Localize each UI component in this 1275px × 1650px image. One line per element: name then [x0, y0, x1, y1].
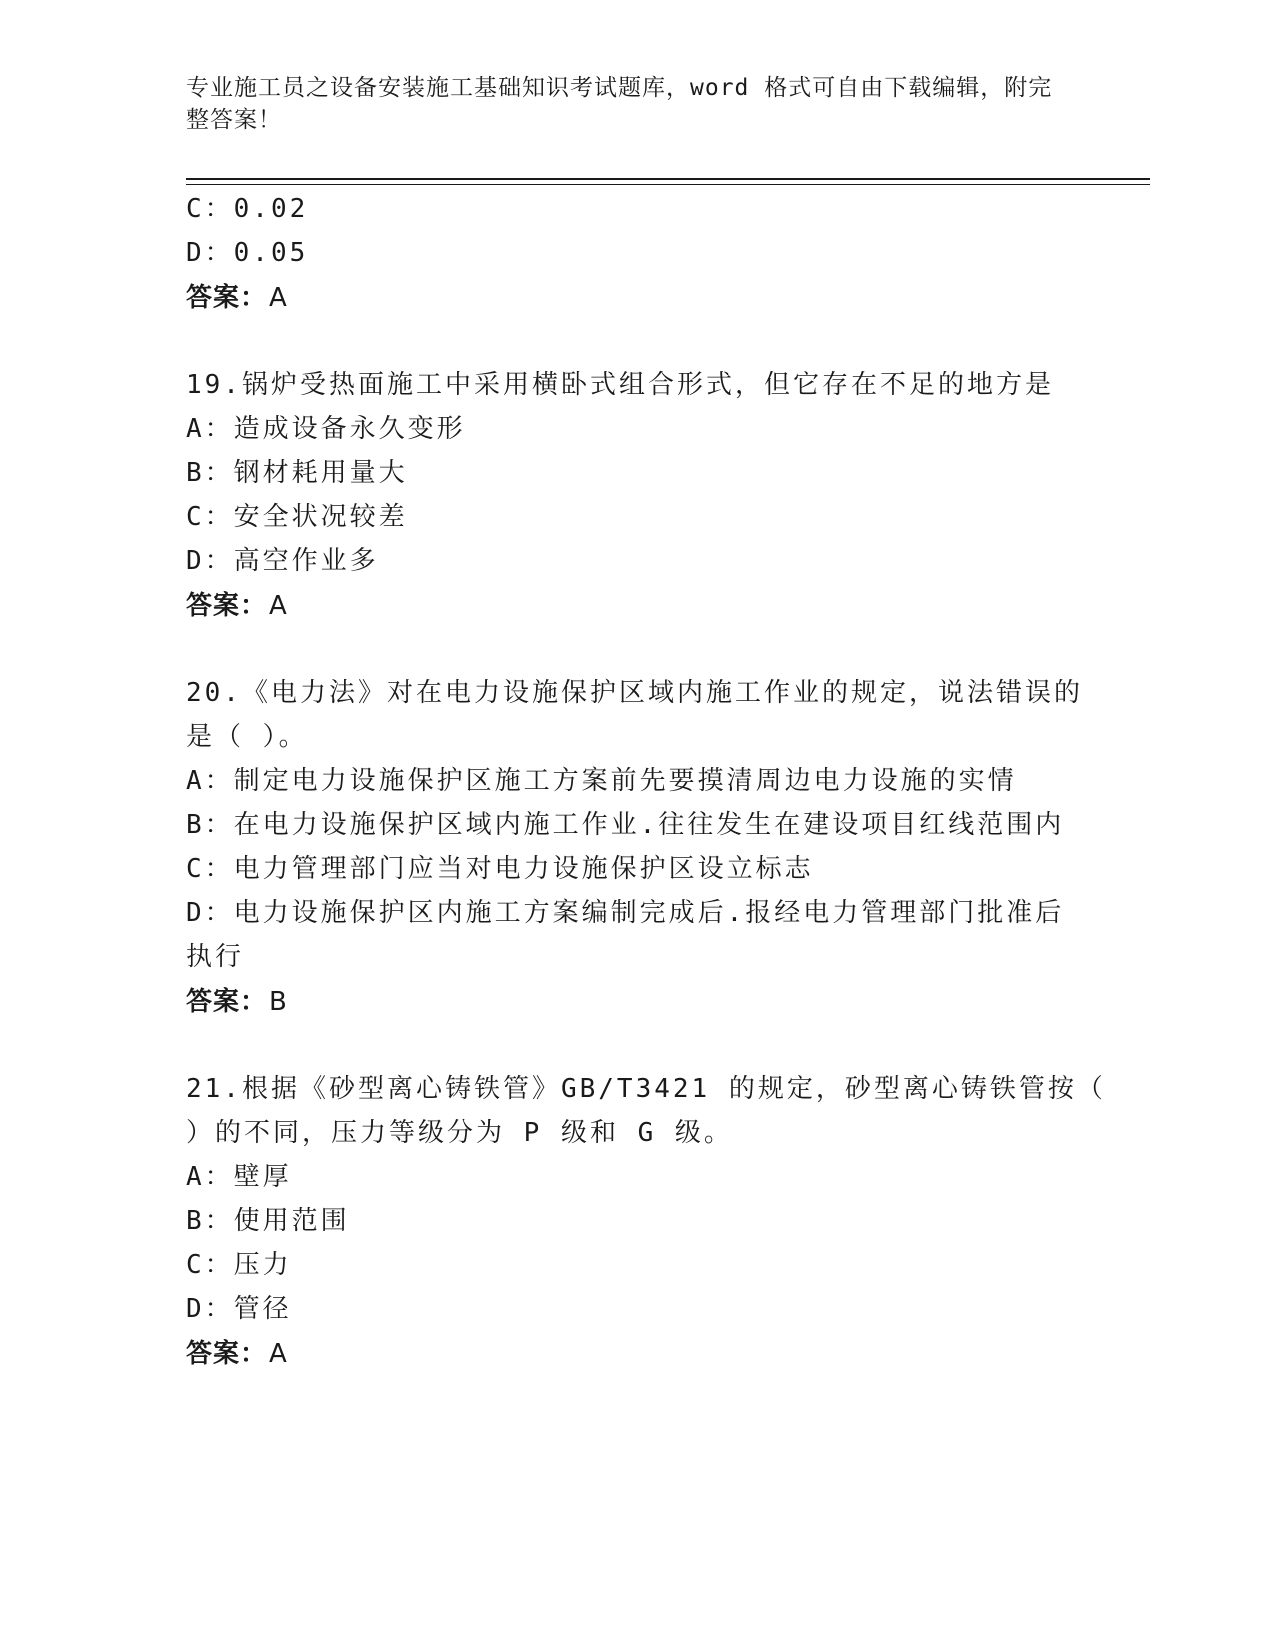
answer-label: 答案： [186, 1339, 268, 1369]
q20-option-a: A：制定电力设施保护区施工方案前先要摸清周边电力设施的实情 [186, 766, 1017, 796]
q18-option-d: D：0.05 [186, 238, 309, 268]
q21-stem-line-1: 21.根据《砂型离心铸铁管》GB/T3421 的规定，砂型离心铸铁管按（ [186, 1074, 1106, 1104]
answer-value: A [269, 1339, 289, 1369]
q20-option-d-continued: 执行 [186, 942, 245, 972]
document-header [186, 72, 1086, 136]
q21-option-a: A：壁厚 [186, 1162, 292, 1192]
q20-option-b: B：在电力设施保护区域内施工作业.往往发生在建设项目红线范围内 [186, 810, 1065, 840]
answer-label: 答案： [186, 591, 268, 621]
q19-option-b: B：钢材耗用量大 [186, 458, 408, 488]
q18-answer [186, 281, 289, 315]
q21-stem-line-2: ）的不同，压力等级分为 P 级和 G 级。 [186, 1118, 733, 1148]
q19-option-a: A：造成设备永久变形 [186, 414, 466, 444]
q19-answer [186, 589, 289, 623]
q18-option-c: C：0.02 [186, 194, 309, 224]
answer-value: A [269, 283, 289, 313]
answer-value: B [269, 987, 289, 1017]
q21-option-d: D：管径 [186, 1294, 292, 1324]
header-line-2: 整答案！ [186, 107, 282, 133]
q20-option-c: C：电力管理部门应当对电力设施保护区设立标志 [186, 854, 814, 884]
header-line-1: 专业施工员之设备安装施工基础知识考试题库，word 格式可自由下载编辑，附完 [186, 75, 1053, 101]
q20-answer [186, 985, 289, 1019]
q20-stem-line-1: 20.《电力法》对在电力设施保护区域内施工作业的规定，说法错误的 [186, 678, 1083, 708]
q20-option-d: D：电力设施保护区内施工方案编制完成后.报经电力管理部门批准后 [186, 898, 1065, 928]
answer-value: A [269, 591, 289, 621]
answer-label: 答案： [186, 987, 268, 1017]
header-divider-thin [186, 184, 1150, 185]
q21-answer [186, 1337, 289, 1371]
header-divider-thick [186, 178, 1150, 180]
q19-option-d: D：高空作业多 [186, 546, 379, 576]
q19-option-c: C：安全状况较差 [186, 502, 408, 532]
q20-stem-line-2: 是（ ）。 [186, 722, 308, 752]
q21-option-c: C：压力 [186, 1250, 292, 1280]
q19-stem: 19.锅炉受热面施工中采用横卧式组合形式，但它存在不足的地方是 [186, 370, 1054, 400]
answer-label: 答案： [186, 283, 268, 313]
q21-option-b: B：使用范围 [186, 1206, 350, 1236]
